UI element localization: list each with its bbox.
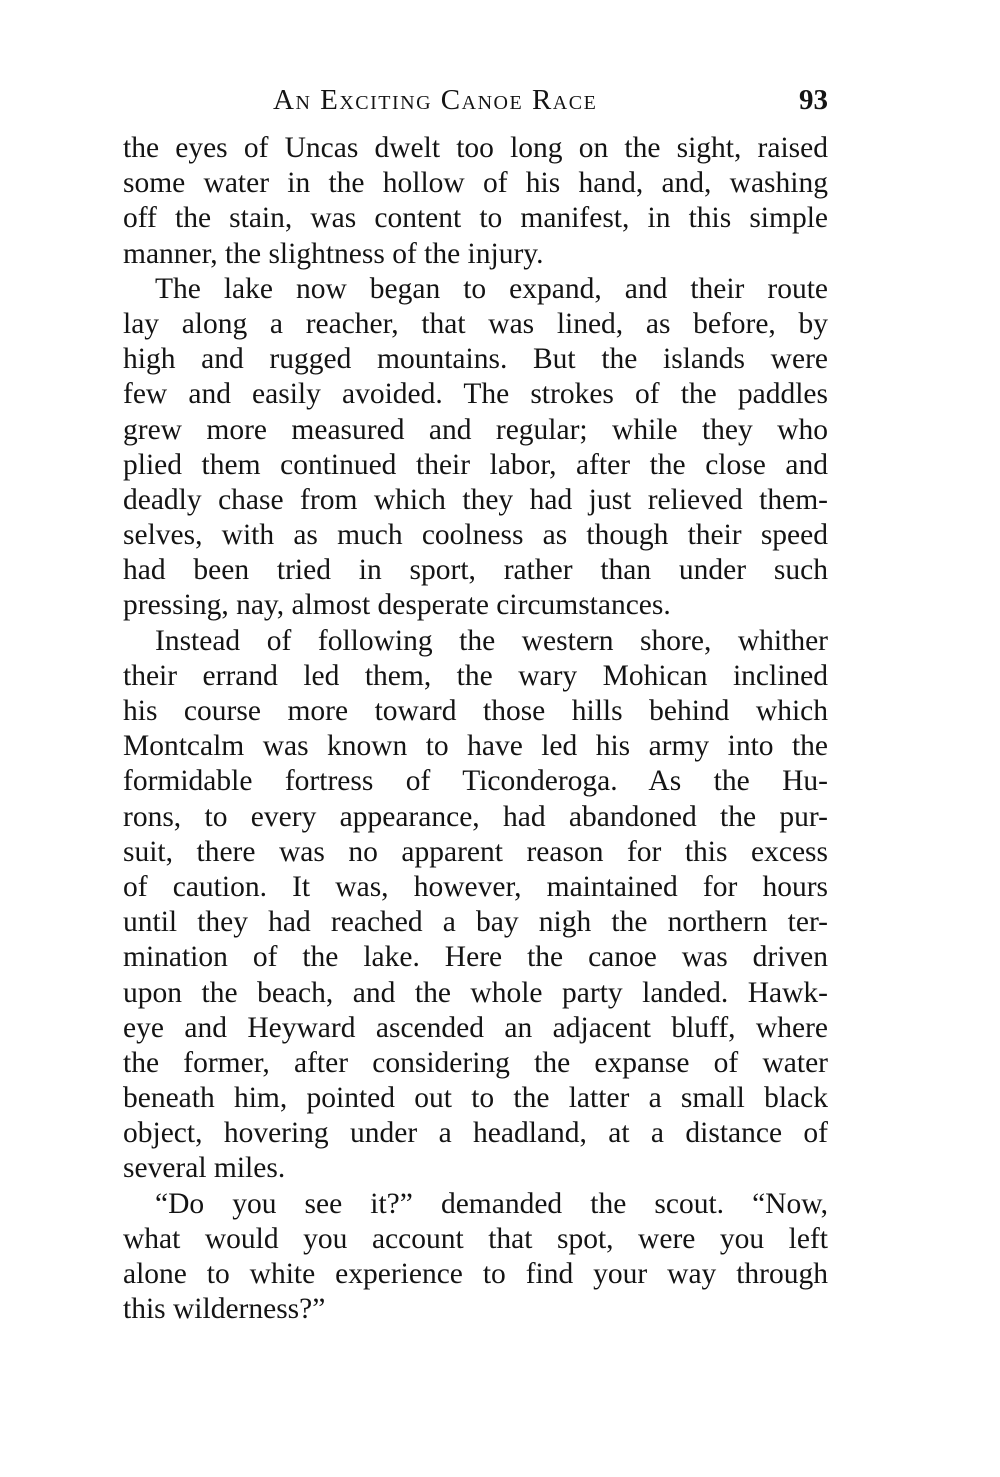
text-line: mination of the lake. Here the canoe was driven [123,941,828,974]
text-line: “Do you see it?” demanded the scout. “Now, [155,1187,828,1220]
text-line: several miles. [123,1152,286,1185]
text-line: what would you account that spot, were you left [123,1222,828,1255]
text-line: plied them continued their labor, after the close and [123,448,828,481]
text-line: had been tried in sport, rather than under such [123,554,828,587]
running-title: An Exciting Canoe Race [273,84,598,116]
text-line: selves, with as much coolness as though their speed [123,519,828,552]
text-line: lay along a reacher, that was lined, as before, by [123,307,828,340]
text-line: his course more toward those hills behind which [123,695,828,727]
text-line: pressing, nay, almost desperate circumstances. [123,589,671,622]
text-line: upon the beach, and the whole party landed. Hawk- [123,976,828,1009]
text-line: suit, there was no apparent reason for this excess [123,835,828,868]
text-line: until they had reached a bay nigh the northern ter- [123,906,828,939]
text-line: beneath him, pointed out to the latter a small black [123,1082,828,1115]
text-line: of caution. It was, however, maintained for hours [123,870,828,903]
paragraph-2 [123,272,828,624]
text-line: eye and Heyward ascended an adjacent bluff, where [123,1011,828,1044]
text-line: the eyes of Uncas dwelt too long on the sight, raised [123,132,828,164]
text-line: alone to white experience to find your way through [123,1258,828,1290]
paragraph-3 [123,624,828,1187]
text-line: the former, after considering the expanse of water [123,1046,828,1079]
running-head [123,80,828,120]
text-line: Montcalm was known to have led his army into the [123,730,828,763]
text-line: The lake now began to expand, and their route [155,272,828,305]
text-line: high and rugged mountains. But the islands were [123,343,828,376]
text-line: this wilderness?” [123,1293,326,1326]
paragraph-1 [123,131,828,272]
text-line: formidable fortress of Ticonderoga. As the Hu- [123,765,828,798]
page-number: 93 [799,84,828,116]
text-line: manner, the slightness of the injury. [123,237,544,270]
text-line: their errand led them, the wary Mohican inclined [123,659,828,692]
text-line: some water in the hollow of his hand, and, washing [123,167,828,200]
body-text [123,131,828,1327]
text-line: rons, to every appearance, had abandoned the pur- [123,800,828,833]
text-line: few and easily avoided. The strokes of the paddles [123,378,828,411]
text-line: Instead of following the western shore, whither [155,624,828,657]
text-line: off the stain, was content to manifest, in this simple [123,202,828,235]
text-line: grew more measured and regular; while they who [123,413,828,446]
text-line: object, hovering under a headland, at a distance of [123,1117,828,1150]
text-line: deadly chase from which they had just relieved them- [123,483,828,516]
paragraph-4 [123,1187,828,1328]
